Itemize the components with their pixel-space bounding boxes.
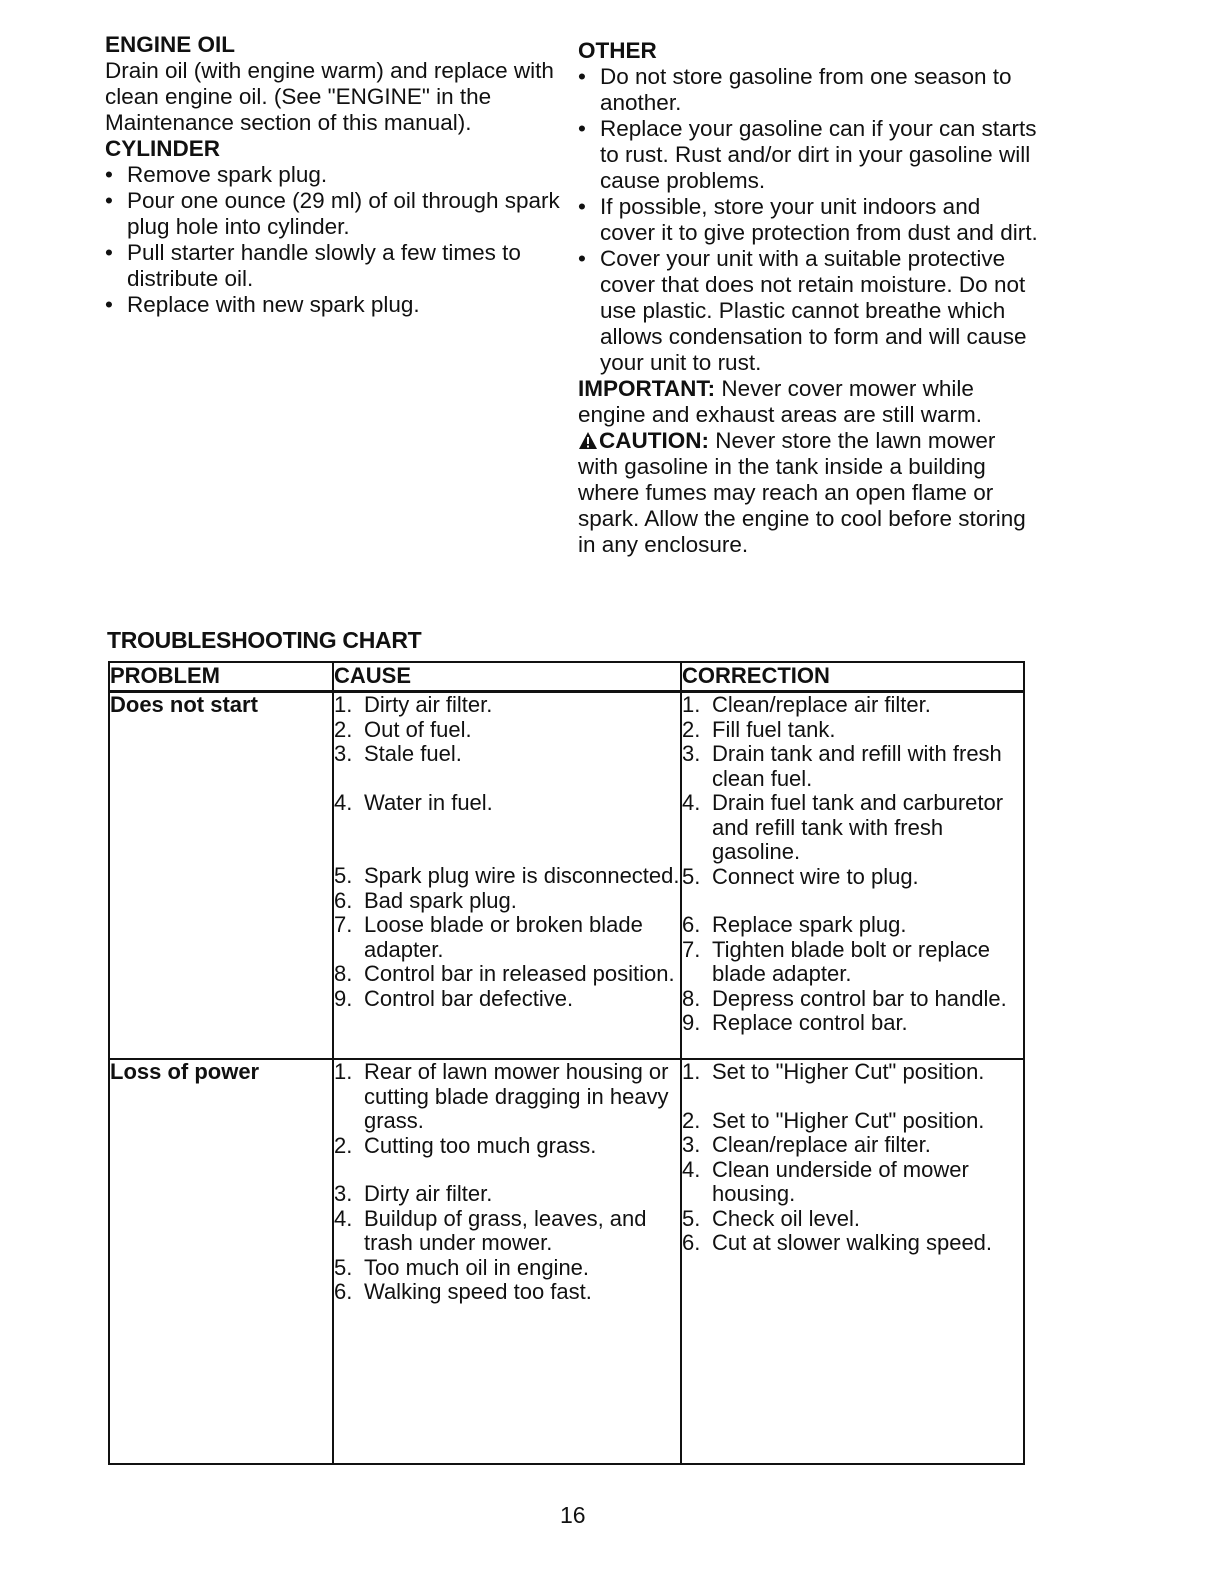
list-item: 2. Out of fuel.: [334, 716, 472, 742]
cause-cell: [333, 1059, 681, 1464]
warning-triangle-icon: [578, 431, 598, 450]
list-item: 3. Stale fuel.: [334, 741, 462, 766]
list-item: 5. Check oil level.: [682, 1205, 860, 1231]
list-item: 4. Buildup of grass, leaves, and trash under mower.: [334, 1205, 647, 1255]
list-item: 2. Fill fuel tank.: [682, 716, 836, 742]
list-item: 9. Control bar defective.: [334, 985, 574, 1011]
caution-text: Never store the lawn mower with gasoline in the tank inside a building where fumes may reach an open flame or spark. Allow the engine to cool before storing in any enclosure.: [578, 428, 1026, 557]
page-number: 16: [560, 1502, 586, 1528]
list-item: 3. Clean/replace air filter.: [682, 1132, 931, 1157]
cause-list: [334, 693, 680, 1011]
cylinder-heading: CYLINDER: [105, 136, 221, 161]
important-note: [578, 376, 1038, 428]
list-item: • If possible, store your unit indoors and cover it to give protection from dust and dirt.: [578, 194, 1038, 246]
correction-list: [682, 1060, 1023, 1256]
list-item: 7. Loose blade or broken blade adapter.: [334, 912, 643, 962]
list-item: 3. Dirty air filter.: [334, 1181, 493, 1206]
correction-cell: [681, 692, 1024, 1060]
cylinder-list: [105, 162, 560, 318]
list-item: • Pull starter handle slowly a few times to distribute oil.: [105, 240, 560, 292]
correction-list: [682, 693, 1023, 1036]
list-item: 3. Drain tank and refill with fresh clean fuel.: [682, 741, 1002, 791]
caution-note: [578, 428, 1038, 558]
list-item: 6. Bad spark plug.: [334, 887, 517, 913]
list-item: 1. Clean/replace air filter.: [682, 692, 931, 717]
important-text: Never cover mower while engine and exhaust areas are still warm.: [578, 376, 982, 427]
list-item: 4. Drain fuel tank and carburetor and refill tank with fresh gasoline.: [682, 790, 1004, 864]
troubleshooting-chart-title: TROUBLESHOOTING CHART: [107, 627, 422, 653]
engine-oil-heading: ENGINE OIL: [105, 32, 236, 57]
problem-cell: Does not start: [109, 692, 333, 1060]
important-label: IMPORTANT:: [578, 376, 716, 401]
list-item: 2. Cutting too much grass.: [334, 1132, 597, 1158]
header-correction: CORRECTION: [681, 662, 1024, 692]
list-item: • Pour one ounce (29 ml) of oil through spark plug hole into cylinder.: [105, 188, 560, 240]
list-item: 8. Depress control bar to handle.: [682, 985, 1007, 1011]
correction-cell: [681, 1059, 1024, 1464]
cause-cell: [333, 692, 681, 1060]
list-item: 6. Walking speed too fast.: [334, 1279, 592, 1304]
table-row: [109, 692, 1024, 1060]
list-item: 2. Set to "Higher Cut" position.: [682, 1107, 985, 1133]
list-item: 1. Set to "Higher Cut" position.: [682, 1059, 985, 1084]
troubleshooting-table: [108, 661, 1025, 1465]
cause-list: [334, 1060, 680, 1305]
list-item: 7. Tighten blade bolt or replace blade adapter.: [682, 936, 991, 986]
list-item: • Remove spark plug.: [105, 162, 560, 188]
list-item: 9. Replace control bar.: [682, 1010, 908, 1035]
list-item: 5. Too much oil in engine.: [334, 1254, 590, 1280]
list-item: 1. Rear of lawn mower housing or cutting blade dragging in heavy grass.: [334, 1059, 669, 1133]
problem-cell: Loss of power: [109, 1059, 333, 1464]
list-item: • Replace your gasoline can if your can starts to rust. Rust and/or dirt in your gasoline will cause problems.: [578, 116, 1038, 194]
list-item: • Replace with new spark plug.: [105, 292, 560, 318]
list-item: • Do not store gasoline from one season to another.: [578, 64, 1038, 116]
list-item: 6. Cut at slower walking speed.: [682, 1230, 993, 1255]
left-column: [105, 32, 560, 318]
list-item: 5. Connect wire to plug.: [682, 863, 919, 889]
other-list: [578, 64, 1038, 376]
caution-label: CAUTION:: [599, 428, 709, 453]
table-header-row: [109, 662, 1024, 692]
right-column: [578, 38, 1038, 558]
list-item: 4. Clean underside of mower housing.: [682, 1156, 969, 1206]
list-item: 1. Dirty air filter.: [334, 692, 493, 717]
list-item: 6. Replace spark plug.: [682, 912, 907, 937]
header-cause: CAUSE: [333, 662, 681, 692]
table-row: [109, 1059, 1024, 1464]
list-item: 5. Spark plug wire is disconnected.: [334, 863, 680, 888]
other-heading: OTHER: [578, 38, 657, 63]
list-item: 4. Water in fuel.: [334, 789, 493, 815]
list-item: • Cover your unit with a suitable protective cover that does not retain moisture. Do not use plastic. Plastic cannot breathe which allows condensation to form and will cause your unit to rust.: [578, 246, 1038, 376]
list-item: 8. Control bar in released position.: [334, 961, 675, 986]
engine-oil-text: Drain oil (with engine warm) and replace with clean engine oil. (See "ENGINE" in the Maintenance section of this manual).: [105, 58, 554, 135]
header-problem: PROBLEM: [109, 662, 333, 692]
